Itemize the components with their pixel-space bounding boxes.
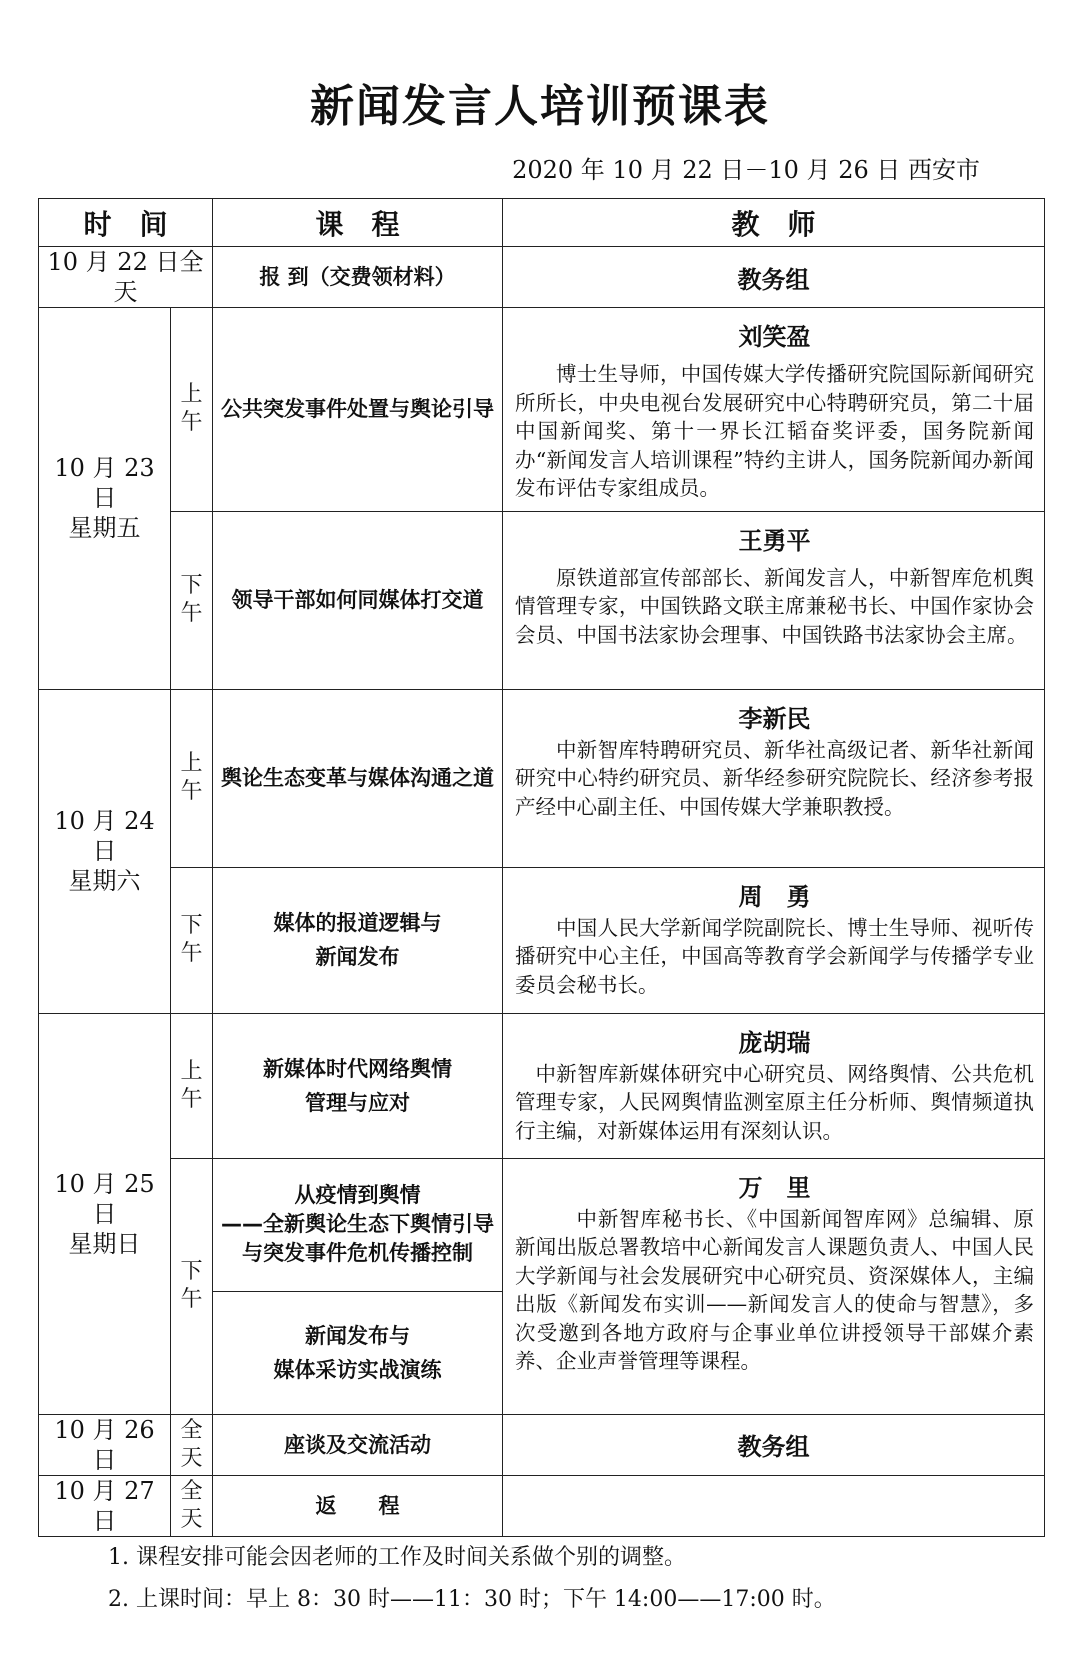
teacher-cell: [503, 1475, 1045, 1536]
teacher-bio: 中新智库秘书长、《中国新闻智库网》总编辑、原新闻出版总署教培中心新闻发言人课题负责人、中国人民大学新闻与社会发展研究中心研究员、资深媒体人，主编出版《新闻发布实训——新闻发言人的使命与智慧》，多次受邀到各地方政府与企事业单位讲授领导干部媒介素养、企业声誉管理等课程。: [515, 1206, 1035, 1373]
teacher-cell: [503, 308, 1045, 512]
date-cell: 10 月 26 日: [39, 1414, 171, 1475]
teacher-name: 李新民: [738, 704, 811, 733]
half-day-label: 上 午: [180, 751, 203, 804]
table-row: [39, 308, 1045, 512]
teacher-cell: 教务组: [503, 1414, 1045, 1475]
table-row: [39, 689, 1045, 867]
teacher-bio: 博士生导师，中国传媒大学传播研究院国际新闻研究所所长，中央电视台发展研究中心特聘研究员，第二十届中国新闻奖、第十一界长江韬奋奖评委，国务院新闻办“新闻发言人培训课程”特约主讲人，国务院新闻办新闻发布评估专家组成员。: [515, 362, 1035, 500]
teacher-cell: [503, 689, 1045, 867]
weekday: 星期五: [68, 514, 141, 543]
header-teacher: 教 师: [503, 199, 1045, 247]
half-day-label: 上 午: [180, 382, 203, 436]
notes: [108, 1537, 836, 1621]
teacher-cell: [503, 1013, 1045, 1158]
half-day-cell: [171, 689, 213, 867]
date-cell: 10 月 22 日全天: [39, 247, 213, 308]
course-cell: 报 到（交费领材料）: [213, 247, 503, 308]
course-cell: 返 程: [213, 1475, 503, 1536]
teacher-name: 周 勇: [738, 882, 811, 911]
table-header: [39, 199, 1045, 247]
half-day-label: 全 天: [180, 1478, 203, 1532]
course-line: 媒体采访实战演练: [273, 1357, 442, 1382]
teacher-name: 万 里: [738, 1173, 811, 1202]
half-day-cell: [171, 1013, 213, 1158]
teacher-name: 刘笑盈: [738, 323, 811, 351]
teacher-cell: 教务组: [503, 247, 1045, 308]
teacher-bio: 中新智库新媒体研究中心研究员、网络舆情、公共危机管理专家，人民网舆情监测室原主任分析师、舆情频道执行主编，对新媒体运用有深刻认识。: [515, 1061, 1035, 1143]
course-cell: [213, 1013, 503, 1158]
half-day-cell: [171, 1158, 213, 1414]
course-line: 管理与应对: [305, 1090, 411, 1115]
half-day-cell: [171, 308, 213, 512]
schedule-table: [38, 198, 1045, 1537]
course-cell: 公共突发事件处置与舆论引导: [213, 308, 503, 512]
course-cell: 领导干部如何同媒体打交道: [213, 511, 503, 689]
course-cell: [213, 867, 503, 1013]
course-line: 新闻发布与: [305, 1323, 411, 1348]
date-cell: [39, 689, 171, 1013]
header-time: 时 间: [39, 199, 213, 247]
table-row: [39, 1475, 1045, 1536]
table-row: [39, 247, 1045, 308]
teacher-cell: [503, 511, 1045, 689]
table-row: [39, 511, 1045, 689]
course-line: 与突发事件危机传播控制: [242, 1241, 474, 1265]
date: 10 月 23 日: [54, 454, 155, 513]
weekday: 星期日: [68, 1229, 141, 1258]
half-day-label: 下 午: [180, 573, 203, 626]
course-line: 从疫情到舆情: [294, 1183, 421, 1207]
table-row: [39, 1013, 1045, 1158]
date-location: 2020 年 10 月 22 日－10 月 26 日 西安市: [512, 156, 980, 184]
teacher-bio: 原铁道部宣传部部长、新闻发言人，中新智库危机舆情管理专家，中国铁路文联主席兼秘书长、中国作家协会会员、中国书法家协会理事、中国铁路书法家协会主席。: [515, 565, 1035, 647]
course-cell: [213, 1158, 503, 1291]
date: 10 月 25 日: [54, 1169, 155, 1228]
date: 10 月 24 日: [54, 807, 155, 865]
course-line: ——全新舆论生态下舆情引导: [221, 1212, 495, 1236]
date-cell: [39, 1013, 171, 1414]
half-day-label: 下 午: [180, 913, 203, 966]
course-cell: 座谈及交流活动: [213, 1414, 503, 1475]
teacher-name: 庞胡瑞: [738, 1028, 811, 1057]
weekday: 星期六: [68, 867, 141, 895]
course-line: 新媒体时代网络舆情: [263, 1056, 453, 1081]
table-row: [39, 867, 1045, 1013]
half-day-cell: [171, 511, 213, 689]
teacher-bio: 中新智库特聘研究员、新华社高级记者、新华社新闻研究中心特约研究员、新华经参研究院院长、经济参考报产经中心副主任、中国传媒大学兼职教授。: [515, 737, 1035, 819]
date-cell: 10 月 27 日: [39, 1475, 171, 1536]
note-item: 1. 课程安排可能会因老师的工作及时间关系做个别的调整。: [108, 1545, 686, 1570]
note-item: 2. 上课时间：早上 8：30 时——11：30 时；下午 14:00——17:00 时。: [108, 1587, 836, 1612]
teacher-name: 王勇平: [738, 526, 811, 555]
course-cell: 舆论生态变革与媒体沟通之道: [213, 689, 503, 867]
half-day-cell: [171, 867, 213, 1013]
table-row: [39, 1158, 1045, 1291]
teacher-bio: 中国人民大学新闻学院副院长、博士生导师、视听传播研究中心主任，中国高等教育学会新闻学与传播学专业委员会秘书长。: [515, 915, 1035, 997]
half-day-label: 全 天: [180, 1417, 203, 1471]
half-day-label: 上 午: [180, 1058, 203, 1112]
half-day-cell: [171, 1475, 213, 1536]
half-day-label: 下 午: [180, 1259, 203, 1312]
course-cell: [213, 1291, 503, 1414]
date-cell: [39, 308, 171, 690]
course-line: 新闻发布: [315, 945, 400, 969]
header-course: 课 程: [213, 199, 503, 247]
table-row: [39, 1414, 1045, 1475]
teacher-cell: [503, 867, 1045, 1013]
course-line: 媒体的报道逻辑与: [273, 911, 442, 935]
page-title: 新闻发言人培训预课表: [310, 81, 770, 132]
teacher-cell: [503, 1158, 1045, 1414]
half-day-cell: [171, 1414, 213, 1475]
